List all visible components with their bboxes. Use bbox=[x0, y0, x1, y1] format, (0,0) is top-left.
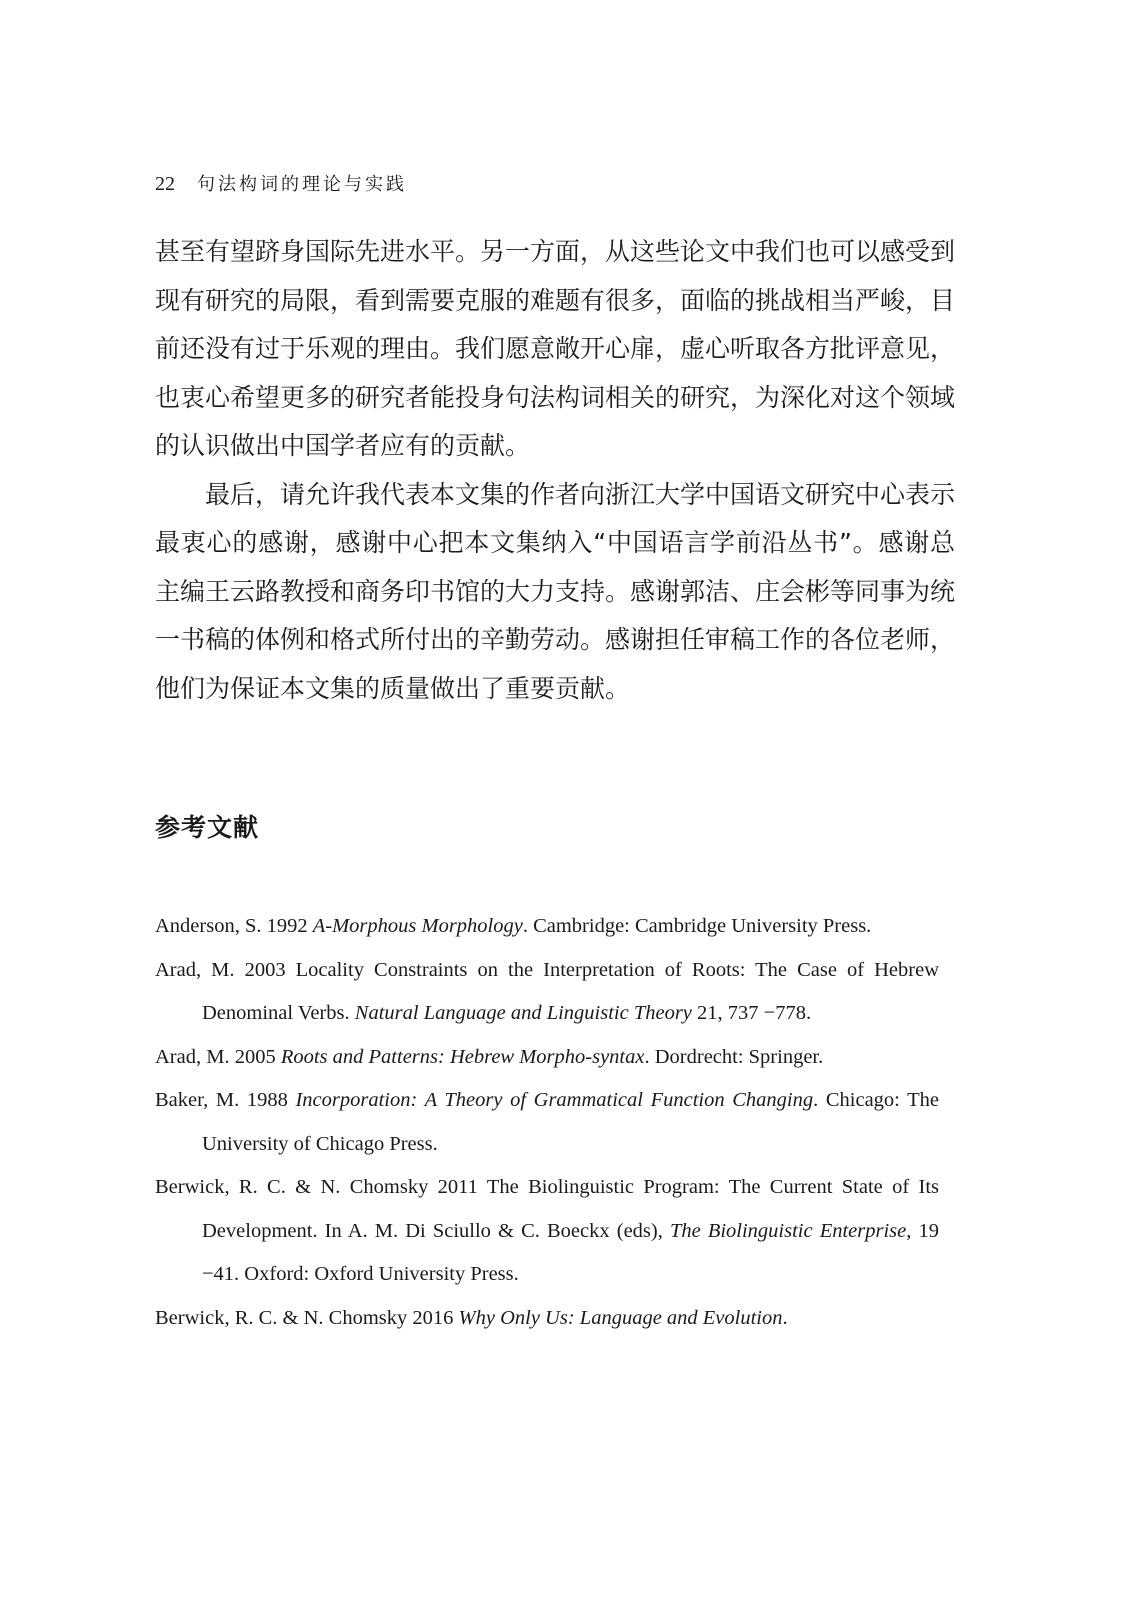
reference-entry bbox=[155, 1079, 939, 1166]
references-heading: 参考文献 bbox=[155, 813, 260, 842]
reference-title: Roots and Patterns: Hebrew Morpho-syntax bbox=[280, 1045, 645, 1068]
reference-pre: Berwick, R. C. & N. Chomsky 2016 bbox=[155, 1306, 459, 1329]
reference-post: . bbox=[782, 1306, 788, 1329]
running-head bbox=[155, 170, 407, 196]
reference-entry bbox=[155, 1166, 939, 1297]
reference-entry bbox=[155, 905, 939, 949]
reference-pre: Arad, M. 2005 bbox=[155, 1045, 281, 1068]
reference-list bbox=[155, 905, 939, 1340]
body-text bbox=[155, 228, 955, 713]
reference-title: Why Only Us: Language and Evolution bbox=[458, 1306, 783, 1329]
reference-title: Natural Language and Linguistic Theory bbox=[354, 1002, 692, 1024]
reference-pre: Berwick, R. C. & N. Chomsky 2011 The Biolinguistic Program: The Current State of Its Development. In A. M. Di Sciullo & C. Boeckx (eds), bbox=[155, 1176, 939, 1242]
reference-post: . Dordrecht: Springer. bbox=[644, 1045, 824, 1068]
reference-entry bbox=[155, 949, 939, 1036]
reference-post: . Chicago: The University of Chicago Press. bbox=[202, 1089, 939, 1155]
reference-post: 21, 737 −778. bbox=[691, 1002, 812, 1024]
reference-entry bbox=[155, 1297, 939, 1341]
reference-post: . Cambridge: Cambridge University Press. bbox=[522, 915, 872, 937]
paragraph: 最后，请允许我代表本文集的作者向浙江大学中国语文研究中心表示最衷心的感谢，感谢中心把本文集纳入“中国语言学前沿丛书”。感谢总主编王云路教授和商务印书馆的大力支持。感谢郭洁、庄会彬等同事为统一书稿的体例和格式所付出的辛勤劳动。感谢担任审稿工作的各位老师，他们为保证本文集的质量做出了重要贡献。 bbox=[155, 479, 956, 703]
reference-pre: Arad, M. 2003 Locality Constraints on the Interpretation of Roots: The Case of Hebrew Denominal Verbs. bbox=[155, 958, 939, 1024]
reference-pre: Anderson, S. 1992 bbox=[155, 915, 313, 937]
reference-title: The Biolinguistic Enterprise bbox=[669, 1219, 907, 1242]
reference-title: A-Morphous Morphology bbox=[312, 915, 523, 937]
page-number: 22 bbox=[155, 173, 175, 195]
reference-entry bbox=[155, 1036, 939, 1080]
book-title: 句法构词的理论与实践 bbox=[197, 174, 408, 195]
paragraph: 甚至有望跻身国际先进水平。另一方面，从这些论文中我们也可以感受到现有研究的局限，看到需要克服的难题有很多，面临的挑战相当严峻，目前还没有过于乐观的理由。我们愿意敞开心扉，虚心听取各方批评意见，也衷心希望更多的研究者能投身句法构词相关的研究，为深化对这个领域的认识做出中国学者应有的贡献。 bbox=[155, 237, 956, 460]
reference-title: Incorporation: A Theory of Grammatical Function Changing bbox=[295, 1089, 814, 1111]
reference-pre: Baker, M. 1988 bbox=[155, 1089, 296, 1111]
reference-post: , 19 −41. Oxford: Oxford University Press. bbox=[202, 1219, 939, 1285]
